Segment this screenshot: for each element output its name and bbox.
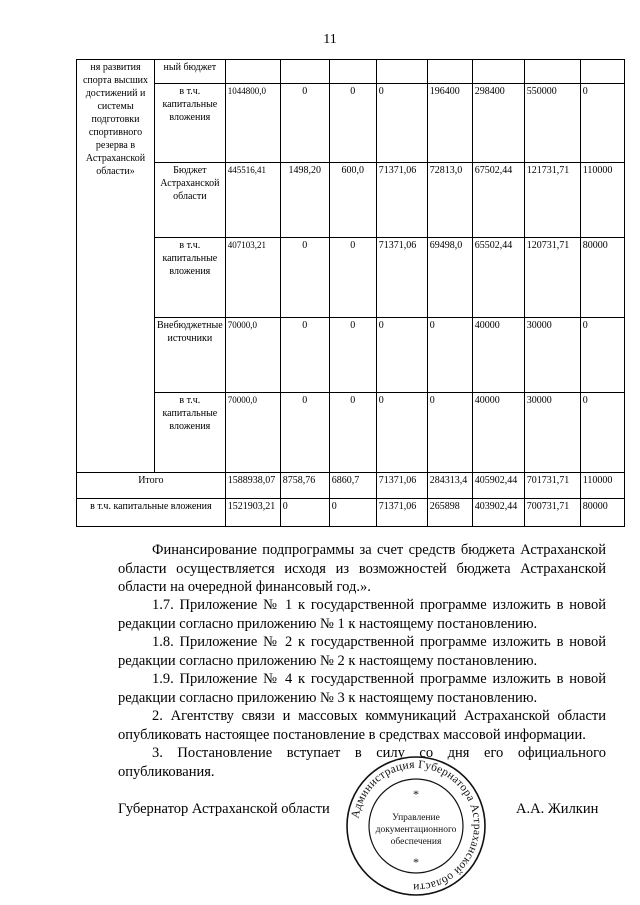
value-cell: 0 [329, 499, 376, 527]
value-cell [225, 60, 280, 84]
value-cell: 0 [580, 393, 624, 473]
value-cell: 71371,06 [376, 238, 427, 318]
value-cell: 8758,76 [280, 473, 329, 499]
source-label-cell: Бюджет Астраханской области [155, 163, 226, 238]
source-label-cell: в т.ч. капитальные вложения [155, 84, 226, 163]
value-cell: 405902,44 [472, 473, 524, 499]
row-label-cell: в т.ч. капитальные вложения [77, 499, 226, 527]
signature-name: А.А. Жилкин [516, 801, 599, 817]
stamp-star-icon: * [413, 855, 419, 869]
value-cell: 0 [329, 318, 376, 393]
value-cell: 67502,44 [472, 163, 524, 238]
value-cell: 71371,06 [376, 163, 427, 238]
official-stamp [344, 754, 488, 898]
value-cell: 40000 [472, 393, 524, 473]
value-cell: 196400 [427, 84, 472, 163]
value-cell: 298400 [472, 84, 524, 163]
value-cell: 1521903,21 [225, 499, 280, 527]
value-cell: 0 [280, 499, 329, 527]
value-cell [580, 60, 624, 84]
value-cell: 0 [280, 238, 329, 318]
value-cell: 265898 [427, 499, 472, 527]
total-row [77, 473, 625, 499]
paragraph-1-7: 1.7. Приложение № 1 к государственной программе изложить в новой редакции согласно приложению № 1 к настоящему постановлению. [118, 597, 606, 632]
value-cell: 72813,0 [427, 163, 472, 238]
value-cell [472, 60, 524, 84]
value-cell: 120731,71 [524, 238, 580, 318]
value-cell: 1498,20 [280, 163, 329, 238]
page-number: 11 [323, 32, 337, 47]
stamp-star-icon: * [413, 787, 419, 801]
value-cell: 1588938,07 [225, 473, 280, 499]
stamp-inner-text [376, 813, 457, 847]
value-cell: 0 [580, 318, 624, 393]
value-cell: 70000,0 [225, 393, 280, 473]
value-cell: 110000 [580, 473, 624, 499]
value-cell: 445516,41 [225, 163, 280, 238]
value-cell: 701731,71 [524, 473, 580, 499]
table-row [77, 60, 625, 84]
value-cell: 30000 [524, 393, 580, 473]
value-cell: 40000 [472, 318, 524, 393]
table-row [77, 84, 625, 163]
paragraph-1-8: 1.8. Приложение № 2 к государственной программе изложить в новой редакции согласно приложению № 2 к настоящему постановлению. [118, 634, 606, 669]
table-row [77, 393, 625, 473]
value-cell: 80000 [580, 499, 624, 527]
paragraph-2: 2. Агентству связи и массовых коммуникаций Астраханской области опубликовать настоящее постановление в средствах массовой информации. [118, 708, 606, 743]
value-cell: 403902,44 [472, 499, 524, 527]
paragraph-1-9: 1.9. Приложение № 4 к государственной программе изложить в новой редакции согласно приложению № 3 к настоящему постановлению. [118, 671, 606, 706]
value-cell: 0 [376, 84, 427, 163]
value-cell: 407103,21 [225, 238, 280, 318]
source-label-cell: в т.ч. капитальные вложения [155, 238, 226, 318]
stamp-inner-line: документационного [375, 825, 457, 835]
value-cell: 0 [280, 318, 329, 393]
value-cell: 80000 [580, 238, 624, 318]
source-label-cell: ный бюджет [155, 60, 226, 84]
value-cell: 0 [580, 84, 624, 163]
value-cell [524, 60, 580, 84]
stamp-inner-line: Управление [392, 813, 440, 823]
value-cell: 1044800,0 [225, 84, 280, 163]
table-row [77, 163, 625, 238]
value-cell: 0 [376, 393, 427, 473]
value-cell [329, 60, 376, 84]
value-cell [427, 60, 472, 84]
stamp-outer-text: Администрация Губернатора Астраханской области [349, 758, 484, 894]
table-row [77, 318, 625, 393]
capital-total-row [77, 499, 625, 527]
subprogram-name-cell: ня развития спорта высших достижений и системы подготовки спортивного резерва в Астраханской области» [77, 60, 155, 473]
value-cell [280, 60, 329, 84]
paragraph-3: 3. Постановление вступает в силу со дня его официального опубликования. [118, 745, 606, 780]
signature-position: Губернатор Астраханской области [118, 801, 330, 817]
value-cell: 71371,06 [376, 499, 427, 527]
value-cell: 6860,7 [329, 473, 376, 499]
value-cell [376, 60, 427, 84]
value-cell: 0 [329, 238, 376, 318]
value-cell: 0 [427, 318, 472, 393]
value-cell: 600,0 [329, 163, 376, 238]
value-cell: 284313,4 [427, 473, 472, 499]
table-row [77, 238, 625, 318]
financing-paragraph: Финансирование подпрограммы за счет средств бюджета Астраханской области осуществляется исходя из возможностей бюджета Астраханской области на очередной финансовый год.». [118, 542, 606, 595]
value-cell: 700731,71 [524, 499, 580, 527]
financing-table [76, 59, 625, 527]
source-label-cell: в т.ч. капитальные вложения [155, 393, 226, 473]
value-cell: 550000 [524, 84, 580, 163]
value-cell: 0 [280, 84, 329, 163]
source-label-cell: Внебюджетные источники [155, 318, 226, 393]
value-cell: 70000,0 [225, 318, 280, 393]
value-cell: 65502,44 [472, 238, 524, 318]
value-cell: 0 [280, 393, 329, 473]
value-cell: 30000 [524, 318, 580, 393]
value-cell: 0 [329, 84, 376, 163]
value-cell: 121731,71 [524, 163, 580, 238]
row-label-cell: Итого [77, 473, 226, 499]
value-cell: 69498,0 [427, 238, 472, 318]
value-cell: 110000 [580, 163, 624, 238]
value-cell: 0 [376, 318, 427, 393]
stamp-inner-line: обеспечения [390, 837, 442, 847]
value-cell: 71371,06 [376, 473, 427, 499]
value-cell: 0 [427, 393, 472, 473]
value-cell: 0 [329, 393, 376, 473]
